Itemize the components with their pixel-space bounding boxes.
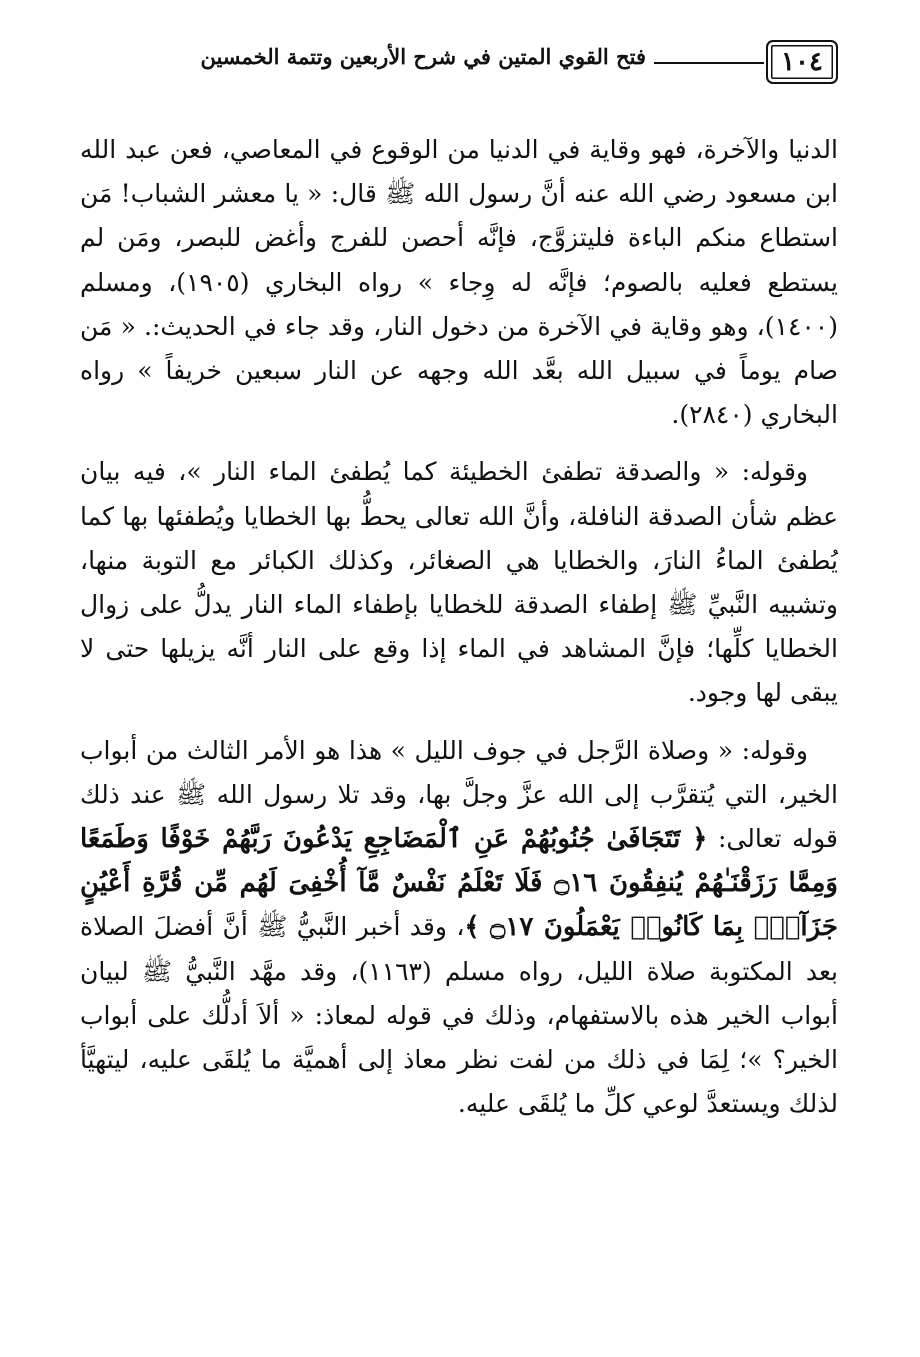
paragraph-3-intro: وقوله: « وصلاة الرَّجل في جوف الليل » هذا هو الأمر الثالث من أبواب الخير، التي يُتقرَّب إلى الله عزَّ وجلَّ بها، وقد تلا رسول الله ﷺ عند ذلك قوله تعالى: (80, 735, 838, 854)
paragraph-3 (80, 729, 838, 1127)
page-number: ١٠٤ (766, 40, 838, 84)
running-title: فتح القوي المتين في شرح الأربعين وتتمة الخمسين (200, 44, 646, 69)
paragraph-3-rest: ، وقد أخبر النَّبيُّ ﷺ أنَّ أفضلَ الصلاة بعد المكتوبة صلاة الليل، رواه مسلم (١١٦٣)، وقد مهَّد النَّبيُّ ﷺ لبيان أبواب الخير هذه بالاستفهام، وذلك في قوله لمعاذ: « ألاَ أدلُّك على أبواب الخير؟ »؛ لِمَا في ذلك من لفت نظر معاذ إلى أهميَّة ما يُلقَى عليه، ليتهيَّأ لذلك ويستعدَّ لوعي كلِّ ما يُلقَى عليه. (80, 912, 839, 1119)
page-body (80, 128, 838, 1139)
paragraph-2: وقوله: « والصدقة تطفئ الخطيئة كما يُطفئ الماء النار »، فيه بيان عظم شأن الصدقة النافلة، وأنَّ الله تعالى يحطُّ بها الخطايا ويُطفئها بها كما يُطفئ الماءُ النارَ، والخطايا هي الصغائر، وكذلك الكبائر مع التوبة منها، وتشبيه النَّبيِّ ﷺ إطفاء الصدقة للخطايا بإطفاء الماء النار يدلُّ على زوال الخطايا كلِّها؛ فإنَّ المشاهد في الماء إذا وقع على النار أنَّه يزيلها حتى لا يبقى لها وجود. (80, 457, 838, 708)
quran-verse: ﴿ تَتَجَافَىٰ جُنُوبُهُمْ عَنِ ٱلْمَضَاجِعِ يَدْعُونَ رَبَّهُمْ خَوْفًا وَطَمَعًا وَمِمَّا رَزَقْنَـٰهُمْ يُنفِقُونَ ۝١٦ فَلَا تَعْلَمُ نَفْسٌ مَّآ أُخْفِىَ لَهُم مِّن قُرَّةِ أَعْيُنٍ جَزَآءًۢ بِمَا كَانُوا۟ يَعْمَلُونَ ۝١٧ ﴾ (80, 824, 838, 943)
header-divider-line (654, 62, 764, 64)
page-header (78, 38, 838, 92)
paragraph-1: الدنيا والآخرة، فهو وقاية في الدنيا من الوقوع في المعاصي، فعن عبد الله ابن مسعود رضي الله عنه أنَّ رسول الله ﷺ قال: « يا معشر الشباب! مَن استطاع منكم الباءة فليتزوَّج، فإنَّه أحصن للفرج وأغض للبصر، ومَن لم يستطع فعليه بالصوم؛ فإنَّه له وِجاء » رواه البخاري (١٩٠٥)، ومسلم (١٤٠٠)، وهو وقاية في الآخرة من دخول النار، وقد جاء في الحديث:. « مَن صام يوماً في سبيل الله بعَّد الله وجهه عن النار سبعين خريفاً » رواه البخاري (٢٨٤٠). (80, 135, 838, 430)
